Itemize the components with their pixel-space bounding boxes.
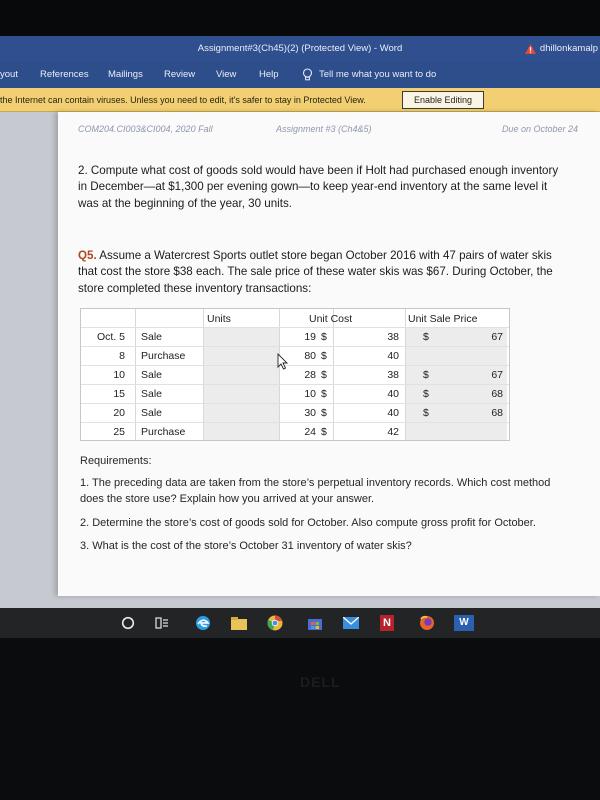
row-type: Sale — [141, 388, 163, 400]
header-unit-cost: Unit Cost — [309, 313, 353, 325]
tab-help[interactable]: Help — [259, 69, 279, 80]
question-5-label: Q5. — [78, 249, 97, 262]
requirement-1: 1. The preceding data are taken from the store’s perpetual inventory records. Which cost method does the store use? Explain how you arrived at your answer. — [80, 477, 551, 505]
task-view-icon[interactable] — [152, 613, 172, 633]
row-cost-sign: $ — [321, 426, 327, 438]
tab-view[interactable]: View — [216, 69, 237, 80]
document-area[interactable] — [0, 112, 600, 608]
row-unit-cost: 42 — [387, 426, 399, 438]
firefox-icon[interactable] — [416, 613, 438, 633]
row-unit-cost: 40 — [387, 388, 399, 400]
document-page[interactable] — [58, 112, 600, 596]
enable-editing-button[interactable]: Enable Editing — [402, 91, 484, 109]
row-cost-sign: $ — [321, 331, 327, 343]
account-area[interactable] — [525, 43, 598, 54]
row-price-sign: $ — [423, 369, 429, 381]
row-sale-price: 68 — [491, 388, 503, 400]
row-date: 10 — [113, 369, 125, 381]
row-units: 80 — [304, 350, 316, 362]
warning-icon — [525, 44, 536, 54]
chrome-icon[interactable] — [264, 613, 286, 633]
row-cost-sign: $ — [321, 388, 327, 400]
user-name: dhillonkamalp — [539, 43, 598, 54]
mouse-cursor-icon — [277, 353, 289, 370]
row-date: Oct. 5 — [96, 331, 125, 343]
row-sale-price: 67 — [491, 331, 503, 343]
row-sale-price: 68 — [491, 407, 503, 419]
row-units: 28 — [304, 369, 316, 381]
store-icon[interactable] — [304, 613, 326, 633]
requirement-2: 2. Determine the store’s cost of goods sold for October. Also compute gross profit for October. — [80, 517, 536, 529]
row-cost-sign: $ — [321, 407, 327, 419]
question-5-paragraph — [78, 248, 568, 297]
tab-review[interactable]: Review — [164, 69, 196, 80]
window-title: Assignment#3(Ch45)(2) (Protected View) - Word — [197, 43, 403, 54]
row-units: 10 — [304, 388, 316, 400]
row-price-sign: $ — [423, 388, 429, 400]
row-unit-cost: 40 — [387, 350, 399, 362]
tab-mailings[interactable]: Mailings — [108, 69, 143, 80]
mail-icon[interactable] — [340, 613, 362, 633]
row-sale-price: 67 — [491, 369, 503, 381]
word-icon[interactable] — [452, 613, 476, 633]
header-course: COM204.CI003&CI004, 2020 Fall — [78, 124, 213, 134]
ribbon-tabs — [0, 62, 600, 88]
row-type: Sale — [141, 331, 163, 343]
edge-icon[interactable] — [192, 613, 214, 633]
row-cost-sign: $ — [321, 350, 327, 362]
file-explorer-icon[interactable] — [228, 613, 250, 633]
row-date: 25 — [113, 426, 125, 438]
word-letter: W — [454, 615, 474, 631]
row-unit-cost: 38 — [387, 369, 399, 381]
netflix-icon[interactable] — [378, 613, 396, 633]
header-unit-sale-price: Unit Sale Price — [408, 313, 478, 325]
question-5-text: Assume a Watercrest Sports outlet store began October 2016 with 47 pairs of water skis that cost the store $38 each. The sale price of these water skis was $67. During October, the store completed these inventory transactions: — [78, 249, 553, 295]
row-cost-sign: $ — [321, 369, 327, 381]
question-2-text: 2. Compute what cost of goods sold would have been if Holt had purchased enough inventory in December—at $1,300 per evening gown—to keep year-end inventory at the same level it was at the beginning of the year, 30 units. — [78, 164, 559, 210]
row-price-sign: $ — [423, 407, 429, 419]
row-type: Purchase — [141, 350, 186, 362]
row-date: 15 — [113, 388, 125, 400]
row-type: Sale — [141, 369, 163, 381]
tell-me-text: Tell me what you want to do — [319, 69, 437, 80]
row-units: 19 — [304, 331, 316, 343]
start-icon[interactable] — [118, 613, 138, 633]
row-type: Purchase — [141, 426, 186, 438]
protected-view-bar — [0, 88, 600, 112]
requirement-3: 3. What is the cost of the store’s October 31 inventory of water skis? — [80, 540, 412, 552]
tab-layout[interactable]: yout — [0, 69, 18, 80]
header-due-date: Due on October 24 — [501, 124, 578, 134]
header-assignment: Assignment #3 (Ch4&5) — [276, 124, 372, 134]
requirements-title: Requirements: — [80, 455, 152, 467]
monitor-top-bezel — [0, 0, 600, 36]
tell-me-box[interactable] — [302, 68, 436, 81]
monitor-brand-logo: DELL — [300, 674, 341, 690]
row-units: 30 — [304, 407, 316, 419]
row-unit-cost: 38 — [387, 331, 399, 343]
inventory-table — [80, 308, 510, 441]
lightbulb-icon — [302, 68, 313, 81]
netflix-letter: N — [380, 615, 394, 631]
title-bar — [0, 36, 600, 62]
row-date: 20 — [113, 407, 125, 419]
row-price-sign: $ — [423, 331, 429, 343]
row-unit-cost: 40 — [387, 407, 399, 419]
header-units: Units — [207, 313, 231, 325]
row-units: 24 — [304, 426, 316, 438]
tab-references[interactable]: References — [40, 69, 89, 80]
row-type: Sale — [141, 407, 163, 419]
protected-view-message: the Internet can contain viruses. Unless you need to edit, it's safer to stay in Protected View. — [0, 95, 366, 105]
taskbar — [0, 608, 600, 638]
monitor-bottom-bezel — [0, 638, 600, 800]
row-date: 8 — [119, 350, 125, 362]
